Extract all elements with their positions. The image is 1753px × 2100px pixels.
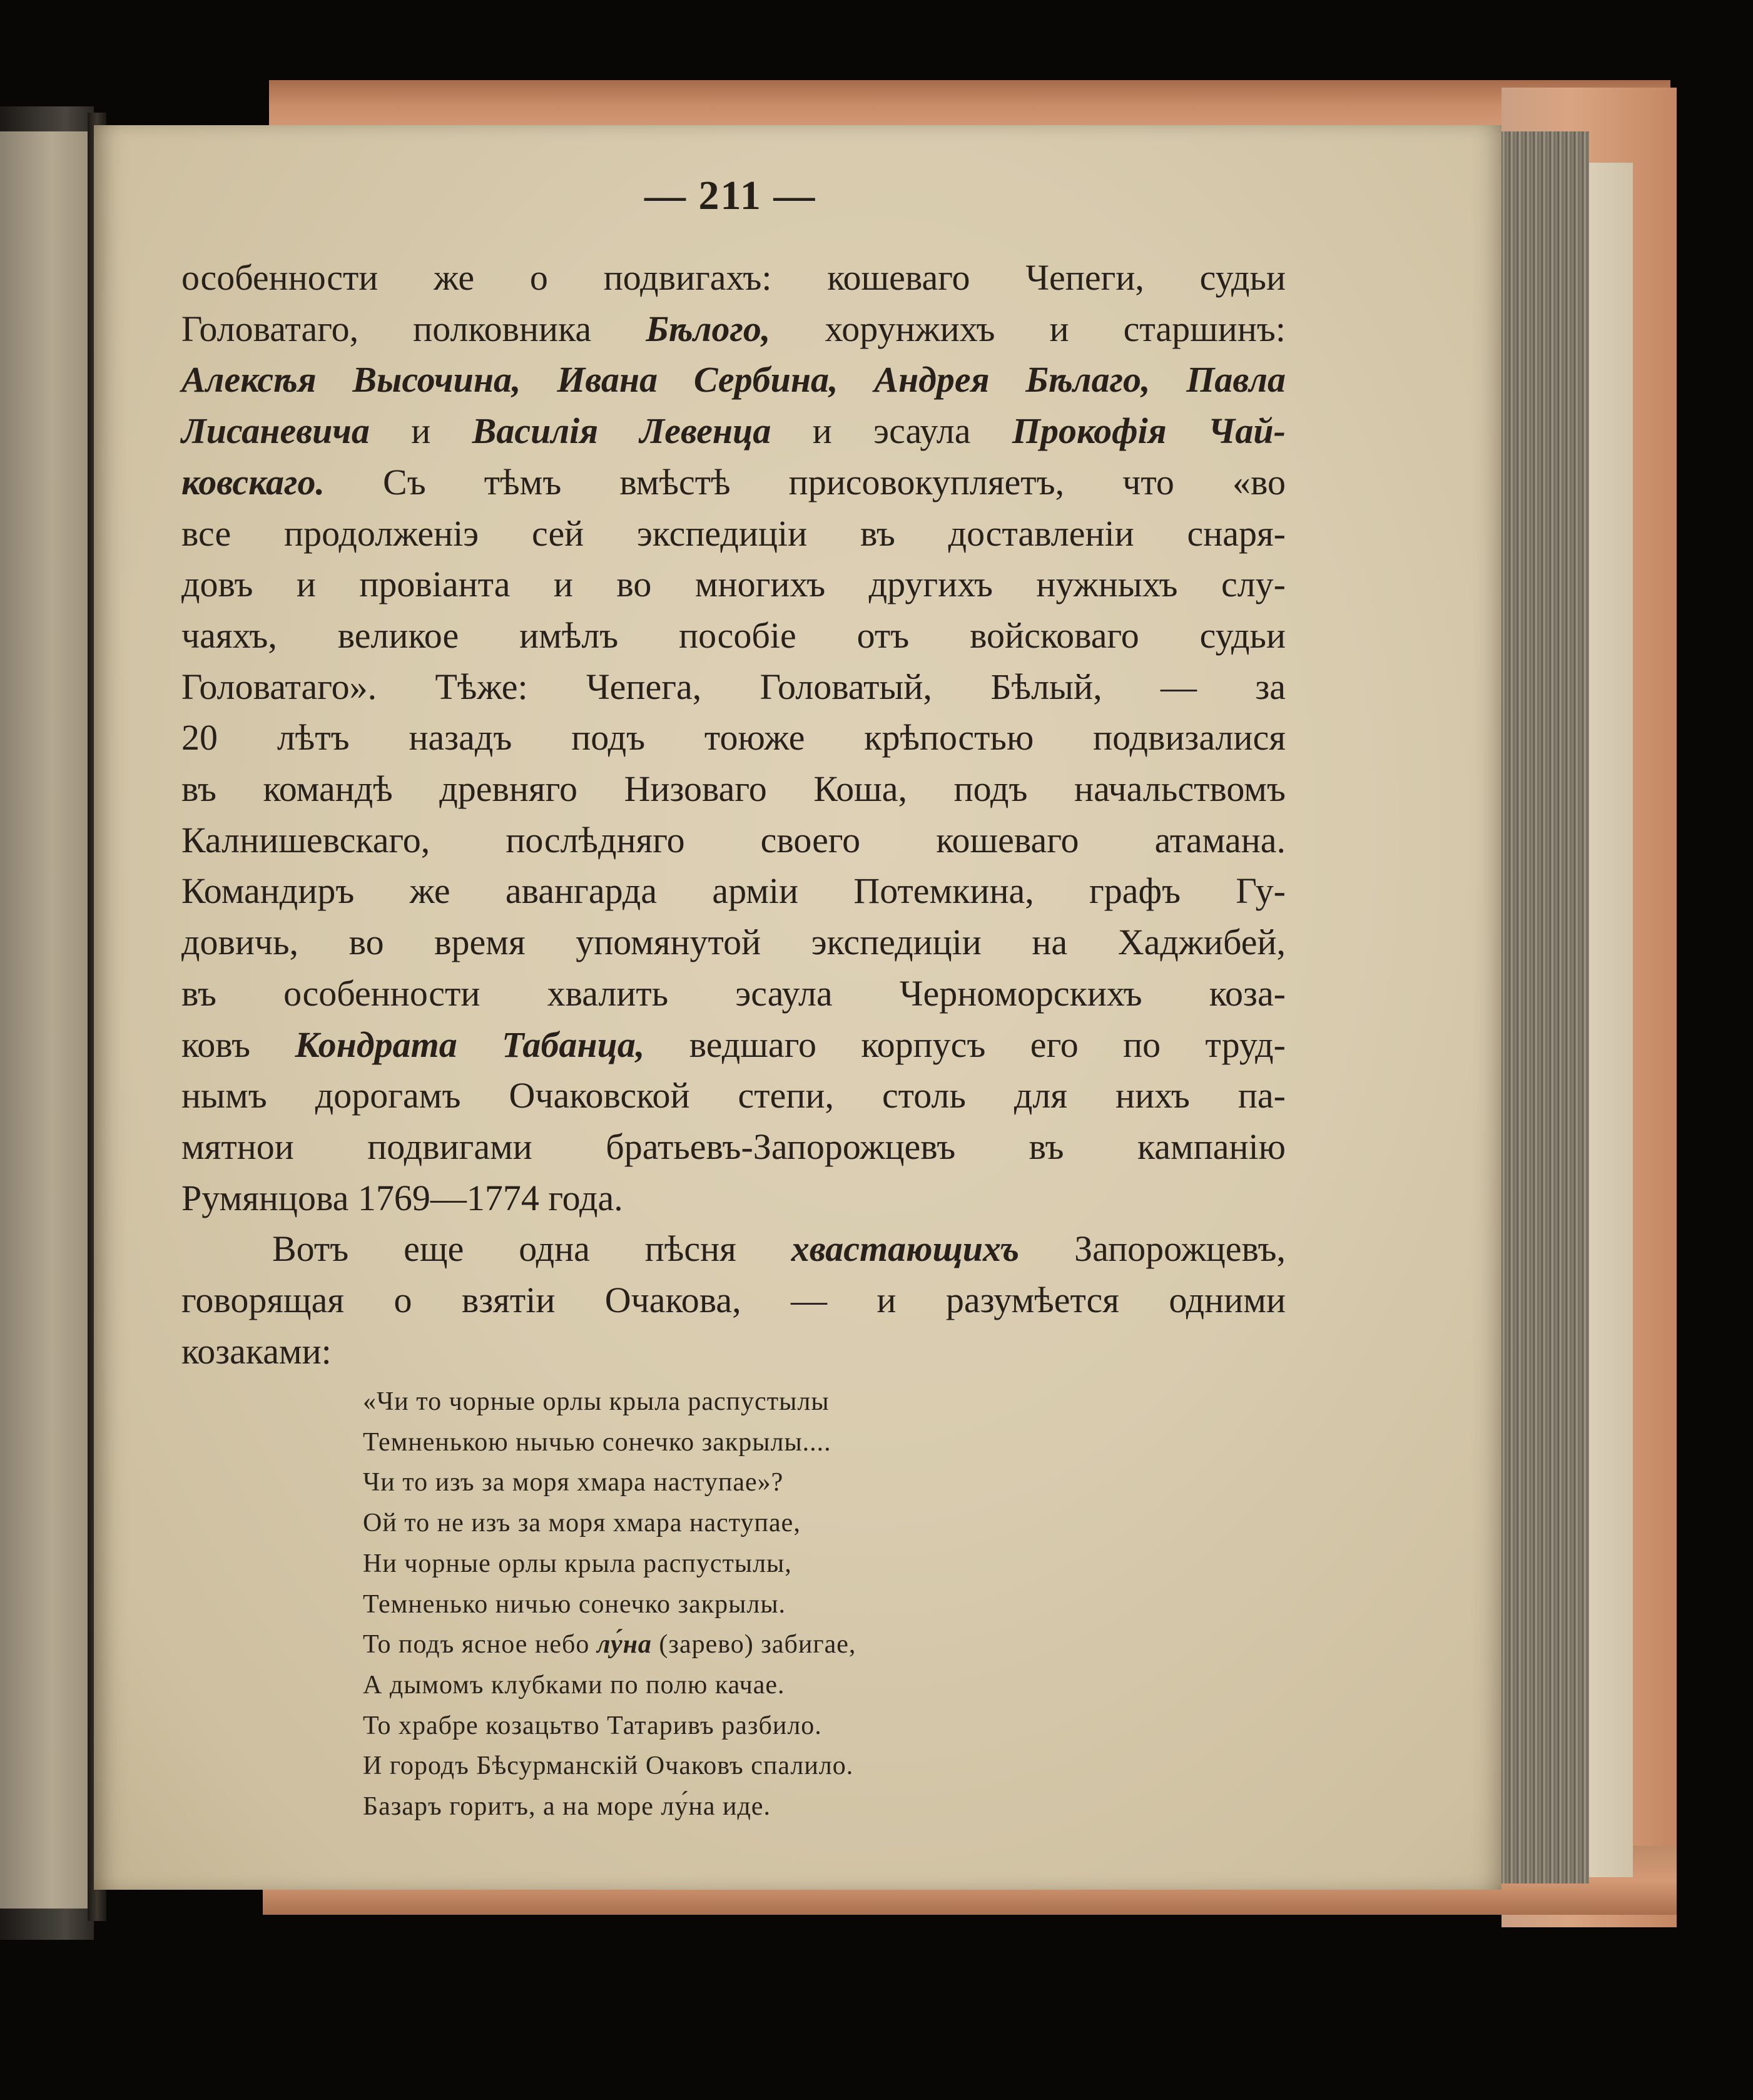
- text-span: Ни чорные орлы крыла распустылы,: [363, 1549, 792, 1578]
- italic-text: Василія Левенца: [472, 410, 771, 451]
- italic-text: Алексѣя Высочина, Ивана Сербина, Андрея Бѣлаго, Павла: [181, 359, 1286, 400]
- text-span: Румянцова 1769—1774 года.: [181, 1178, 623, 1218]
- body-line: [181, 616, 1286, 656]
- text-span: ковъ: [181, 1024, 295, 1065]
- text-span: довъ и провіанта и во многихъ другихъ нужныхъ слу-: [181, 564, 1286, 604]
- text-span: довичь, во время упомянутой экспедиціи на Хаджибей,: [181, 922, 1286, 962]
- verse-line: [363, 1467, 783, 1497]
- body-line: [181, 360, 1286, 400]
- text-span: нымъ дорогамъ Очаковской степи, столь для нихъ па-: [181, 1075, 1286, 1116]
- text-span: и эсаула: [771, 410, 1012, 451]
- italic-text: Прокофія Чай-: [1012, 410, 1286, 451]
- text-span: А дымомъ клубками по полю качае.: [363, 1671, 785, 1700]
- body-line: [181, 667, 1286, 707]
- italic-text: Бѣлого,: [646, 308, 771, 349]
- body-line: [181, 1332, 1286, 1372]
- italic-text: лу́на: [596, 1630, 652, 1659]
- body-line: [181, 922, 1286, 962]
- verse-line: [363, 1711, 822, 1741]
- text-span: Головатаго, полковника: [181, 308, 646, 349]
- verse-line: [363, 1589, 786, 1619]
- body-line: [181, 1280, 1286, 1320]
- text-span: все продолженіэ сей экспедиціи въ доставленіи снаря-: [181, 513, 1286, 554]
- text-span: козаками:: [181, 1331, 332, 1372]
- body-line: [181, 564, 1286, 604]
- text-span: Головатаго». Тѣже: Чепега, Головатый, Бѣлый, — за: [181, 666, 1286, 707]
- text-span: въ особенности хвалить эсаула Черноморскихъ коза-: [181, 973, 1286, 1014]
- verse-line: [363, 1549, 792, 1579]
- body-line: [181, 820, 1286, 860]
- italic-text: Кондрата Табанца,: [295, 1024, 645, 1065]
- body-line: [181, 514, 1286, 554]
- body-line: [181, 1025, 1286, 1065]
- text-span: Ой то не изъ за моря хмара наступае,: [363, 1509, 801, 1537]
- text-span: 20 лѣтъ назадъ подъ тоюже крѣпостью подвизалися: [181, 717, 1286, 758]
- body-line: [181, 258, 1286, 298]
- body-line: [181, 1076, 1286, 1116]
- text-span: мятнои подвигами братьевъ-Запорожцевъ въ кампанію: [181, 1126, 1286, 1167]
- body-line: [181, 411, 1286, 451]
- page-number: — 211 —: [644, 173, 816, 218]
- text-span: хорунжихъ и старшинъ:: [770, 308, 1286, 349]
- verse-line: [363, 1751, 853, 1781]
- text-span: (зарево) забигае,: [651, 1630, 856, 1659]
- body-line: [181, 1178, 1286, 1218]
- italic-text: Лисаневича: [181, 410, 370, 451]
- text-span: говорящая о взятіи Очакова, — и разумѣется одними: [181, 1280, 1286, 1320]
- verse-line: [363, 1792, 771, 1822]
- verse-line: [363, 1629, 856, 1659]
- body-line: [272, 1229, 1286, 1269]
- text-span: Съ тѣмъ вмѣстѣ присовокупляетъ, что «во: [324, 462, 1286, 502]
- text-span: Запорожцевъ,: [1019, 1228, 1286, 1269]
- text-span: особенности же о подвигахъ: кошеваго Чепеги, судьи: [181, 257, 1286, 298]
- text-span: Командиръ же авангарда арміи Потемкина, графъ Гу-: [181, 870, 1286, 911]
- verse-line: [363, 1427, 831, 1457]
- body-line: [181, 718, 1286, 758]
- text-span: То храбре козацьтво Татаривъ разбило.: [363, 1711, 822, 1740]
- text-span: ведшаго корпусъ его по труд-: [644, 1024, 1286, 1065]
- text-span: чаяхъ, великое имѣлъ пособіе отъ войсковаго судьи: [181, 615, 1286, 656]
- body-line: [181, 769, 1286, 809]
- text-span: и: [369, 410, 472, 451]
- body-line: [181, 309, 1286, 349]
- text-span: И городъ Бѣсурманскій Очаковъ спалило.: [363, 1751, 854, 1780]
- verse-line: [363, 1670, 785, 1700]
- verse-line: [363, 1508, 801, 1538]
- text-span: Темненько ничью сонечко закрылы.: [363, 1590, 786, 1619]
- body-line: [181, 871, 1286, 911]
- text-span: Чи то изъ за моря хмара наступае»?: [363, 1468, 784, 1497]
- text-span: Вотъ еще одна пѣсня: [272, 1228, 791, 1269]
- italic-text: ковскаго.: [181, 462, 325, 502]
- body-line: [181, 974, 1286, 1014]
- text-span: «Чи то чорные орлы крыла распустылы: [363, 1387, 830, 1416]
- body-line: [181, 462, 1286, 502]
- text-span: въ командѣ древняго Низоваго Коша, подъ начальствомъ: [181, 768, 1286, 809]
- text-span: То подъ ясное небо: [363, 1630, 597, 1659]
- text-span: Базаръ горитъ, а на море лу́на иде.: [363, 1792, 771, 1821]
- body-line: [181, 1127, 1286, 1167]
- verse-line: [363, 1387, 830, 1417]
- page-stack: [1489, 131, 1589, 1883]
- text-span: Темненькою нычью сонечко закрылы....: [363, 1428, 831, 1457]
- text-span: Калнишевскаго, послѣдняго своего кошеваго атамана.: [181, 820, 1286, 860]
- italic-text: хвастающихъ: [791, 1228, 1020, 1269]
- left-page-edge: [0, 131, 94, 1909]
